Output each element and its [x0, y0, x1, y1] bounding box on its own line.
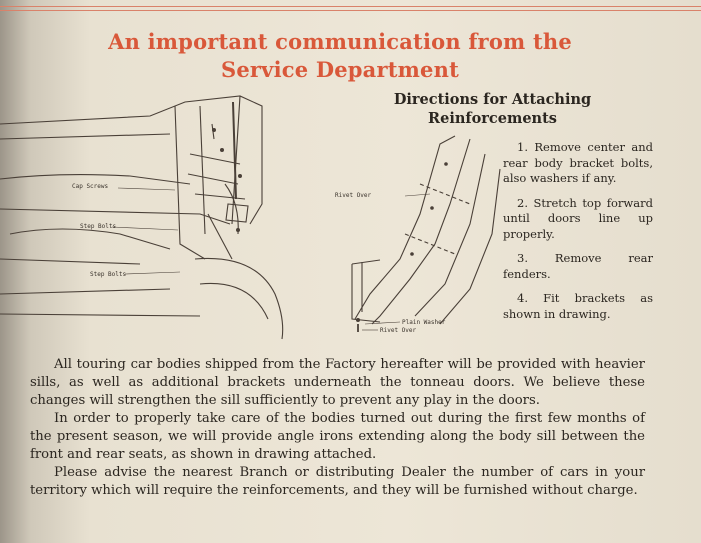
- directions-steps: [503, 140, 653, 331]
- page-title: [60, 28, 620, 84]
- top-rule-secondary: [0, 10, 701, 11]
- label-rivet-over-top: Rivet Over: [335, 192, 372, 199]
- paragraph-1: All touring car bodies shipped from the Factory hereafter will be provided with heavier sills, as well as additional brackets underneath the tonneau doors. We believe these changes will strengthen the sill sufficiently to prevent any play in the doors.: [30, 357, 645, 408]
- label-plain-washer: Plain Washer: [402, 319, 446, 326]
- label-rivet-over-bottom: Rivet Over: [380, 327, 417, 334]
- label-step-bolts-upper: Step Bolts: [80, 223, 117, 230]
- title-line-1: An important communication from the: [108, 29, 572, 54]
- body-text: [30, 356, 645, 500]
- title-line-2: Service Department: [220, 57, 459, 82]
- directions-title-line-1: Directions for Attaching: [393, 91, 592, 108]
- step-1: 1. Remove center and rear body bracket bolts, also washers if any.: [503, 140, 653, 185]
- label-cap-screws: Cap Screws: [72, 183, 109, 190]
- directions-title-line-2: Reinforcements: [428, 110, 557, 127]
- label-step-bolts-lower: Step Bolts: [90, 271, 127, 278]
- top-rule: [0, 6, 701, 7]
- step-4: 4. Fit brackets as shown in drawing.: [503, 291, 653, 321]
- paragraph-2: In order to properly take care of the bodies turned out during the first few months of the present season, we will provide angle irons extending along the body sill between the front and rear seats, as shown in drawing attached.: [30, 411, 645, 462]
- paragraph-3: Please advise the nearest Branch or distributing Dealer the number of cars in your territory which will require the reinforcements, and they will be furnished without charge.: [30, 465, 645, 498]
- directions-title: [360, 90, 625, 128]
- step-3: 3. Remove rear fenders.: [503, 251, 653, 281]
- step-2: 2. Stretch top forward until doors line up properly.: [503, 195, 653, 241]
